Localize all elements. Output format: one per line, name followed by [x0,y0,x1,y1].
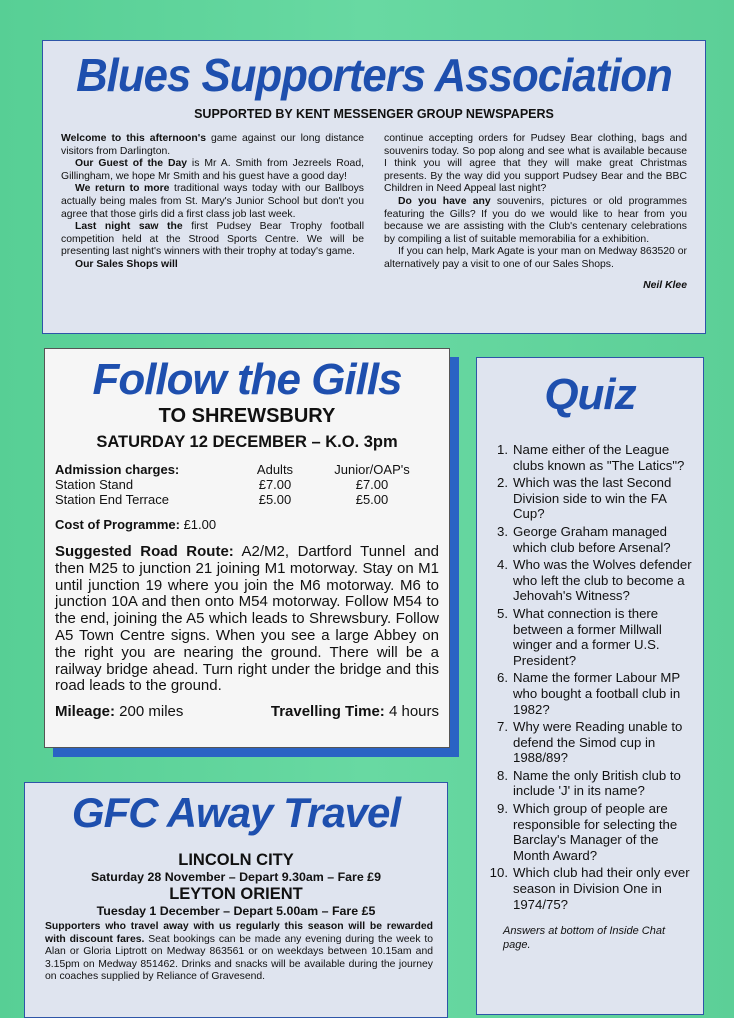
follow-the-gills-panel [44,348,450,748]
travel-info [25,921,447,984]
blues-paragraph [61,158,364,183]
question-text: Name either of the League clubs known as "The Latics"? [513,442,685,473]
mileage-value: 200 miles [115,703,184,721]
trip-details-lincoln: Saturday 28 November – Depart 9.30am – Fare £9 [91,870,381,884]
question-number: 6. [497,670,508,686]
question-number: 8. [497,767,508,783]
route-text: A2/M2, Dartford Tunnel and then M25 to junction 21 joining M1 motorway. Stay on M1 until junction 19 where you join the M6 motorway. M6 to junction 10A and then onto M54 motorway. Follow M54 to the end, joining the A5 which leads to Shrewsbury. Follow A5 Town Centre signs. When you see a large Abbey on the right you are nearing the ground. There will be a railway bridge ahead. Turn right under the bridge and this road leads to the ground. [55,543,439,695]
follow-title: Follow the Gills [92,355,402,404]
paragraph-lead: Do you have any [398,195,491,207]
quiz-question [487,768,693,799]
station-end-junior-price: £5.00 [355,492,389,507]
question-text: George Graham managed which club before Arsenal? [513,523,671,555]
blues-paragraph [61,259,364,272]
paragraph-text: souvenirs, pictures or old programmes featuring the Gills? If you do we would like to hear from you because we are assisting with the Club's centenary celebrations by compiling a list of suitable memorabilia for a exhibition. [384,195,687,245]
question-number: 1. [497,442,508,457]
travel-info-text: Seat bookings can be made any evening during the week to Alan or Gloria Liptrott on Medway 863561 or on weekdays between 10.15am and 3.15pm on Medway 851462. Drinks and snacks will be available during the journey on coaches supplied by Reliance of Gravesend. [45,933,433,983]
question-text: What connection is there between a former Millwall winger and a former U.S. President? [513,605,662,668]
quiz-question [487,524,693,555]
route-label: Suggested Road Route: [55,543,234,560]
follow-date: SATURDAY 12 DECEMBER – K.O. 3pm [96,433,398,451]
travel-time [271,703,439,720]
quiz-panel [476,357,704,1015]
blues-subtitle: SUPPORTED BY KENT MESSENGER GROUP NEWSPAPERS [194,107,554,121]
station-stand-adult-price: £7.00 [258,477,292,492]
away-club-lincoln: LINCOLN CITY [178,851,294,869]
quiz-question [487,719,693,766]
question-number: 2. [497,475,508,491]
admission-table [45,462,449,507]
signature: Neil Klee [643,279,687,291]
question-text: Who was the Wolves defender who left the club to become a Jehovah's Witness? [513,557,692,604]
programme-cost [45,517,449,532]
question-text: Which was the last Second Division side to win the FA Cup? [513,475,672,522]
gfc-title: GFC Away Travel [71,789,401,836]
question-number: 5. [497,605,508,621]
blues-column-right [384,133,687,292]
quiz-question [487,801,693,863]
paragraph-text: is Mr A. Smith from Jezreels Road, Gillingham, we hope Mr Smith and his guest have a good day! [61,158,364,182]
follow-destination: TO SHREWSBURY [158,405,336,427]
junior-header: Junior/OAP's [334,462,410,477]
blues-paragraph [61,133,364,158]
station-end-label: Station End Terrace [55,492,169,507]
quiz-question [487,557,693,604]
mileage [55,703,183,720]
blues-supporters-panel [42,40,706,334]
paragraph-lead: Our Sales Shops will [75,258,178,270]
paragraph-lead: Our Guest of the Day [75,158,188,170]
blues-title: Blues Supporters Association [76,49,672,101]
quiz-title: Quiz [544,370,636,419]
blues-paragraph [384,196,687,246]
question-number: 10. [489,865,508,881]
travel-time-label: Travelling Time: [270,703,385,721]
question-text: Which group of people are responsible for selecting the Barclay's Manager of the Month Award? [513,801,678,863]
station-end-adult-price: £5.00 [258,492,292,507]
question-text: Why were Reading unable to defend the Simod cup in 1988/89? [513,719,683,766]
question-number: 9. [497,801,508,817]
blues-paragraph: continue accepting orders for Pudsey Bear clothing, bags and souvenirs today. So pop along and see what is available because I think you will agree that they will make great Christmas presents. By the way did you support Pudsey Bear and the BBC Children in Need Appeal last night? [384,133,687,195]
blues-columns [43,133,705,292]
paragraph-text: first Pudsey Bear Trophy football competition held at the Strood Sports Centre. We will be presenting last night's winners with their trophy at today's game. [61,221,364,258]
quiz-question [487,475,693,522]
station-stand-junior-price: £7.00 [355,477,389,492]
quiz-question [487,606,693,668]
answers-note: Answers at bottom of Inside Chat page. [503,925,666,952]
blues-paragraph: If you can help, Mark Agate is your man on Medway 863520 or alternatively pay a visit to one of our Sales Shops. [384,246,687,270]
blues-paragraph [61,183,364,221]
trip-details-leyton: Tuesday 1 December – Depart 5.00am – Fare £5 [96,904,376,918]
follow-footer [45,703,449,720]
quiz-question [487,670,693,717]
question-number: 7. [497,719,508,735]
station-stand-label: Station Stand [55,477,134,492]
away-club-leyton: LEYTON ORIENT [169,885,303,903]
programme-value: £1.00 [179,517,217,532]
paragraph-lead: We return to more [75,183,170,195]
quiz-questions [477,442,703,912]
admission-label: Admission charges: [55,462,180,477]
blues-column-left [61,133,364,292]
programme-label: Cost of Programme: [55,517,180,532]
question-text: Name the only British club to include 'J' in its name? [513,767,681,799]
road-route [45,544,449,695]
question-text: Which club had their only ever season in Division One in 1974/75? [513,865,690,912]
adults-header: Adults [256,462,294,477]
travel-info-lead: Supporters who travel away with us regularly this season will be rewarded with discount fares. [45,921,433,945]
question-number: 3. [497,523,508,539]
question-number: 4. [497,557,508,573]
quiz-question [487,865,693,912]
quiz-question [487,442,693,473]
travel-time-value: 4 hours [384,703,439,721]
paragraph-lead: Welcome to this afternoon's [61,133,206,144]
paragraph-lead: Last night saw the [75,221,183,233]
gfc-away-travel-panel [24,782,448,1018]
paragraph-text: game against our long distance visitors from Darlington. [61,133,364,157]
paragraph-text: traditional ways today with our Ballboys actually being males from St. Mary's Junior School but don't you agree that those girls did a first class job last week. [61,183,364,220]
question-text: Name the former Labour MP who bought a football club in 1982? [513,670,681,717]
mileage-label: Mileage: [55,703,116,721]
blues-paragraph [61,221,364,259]
